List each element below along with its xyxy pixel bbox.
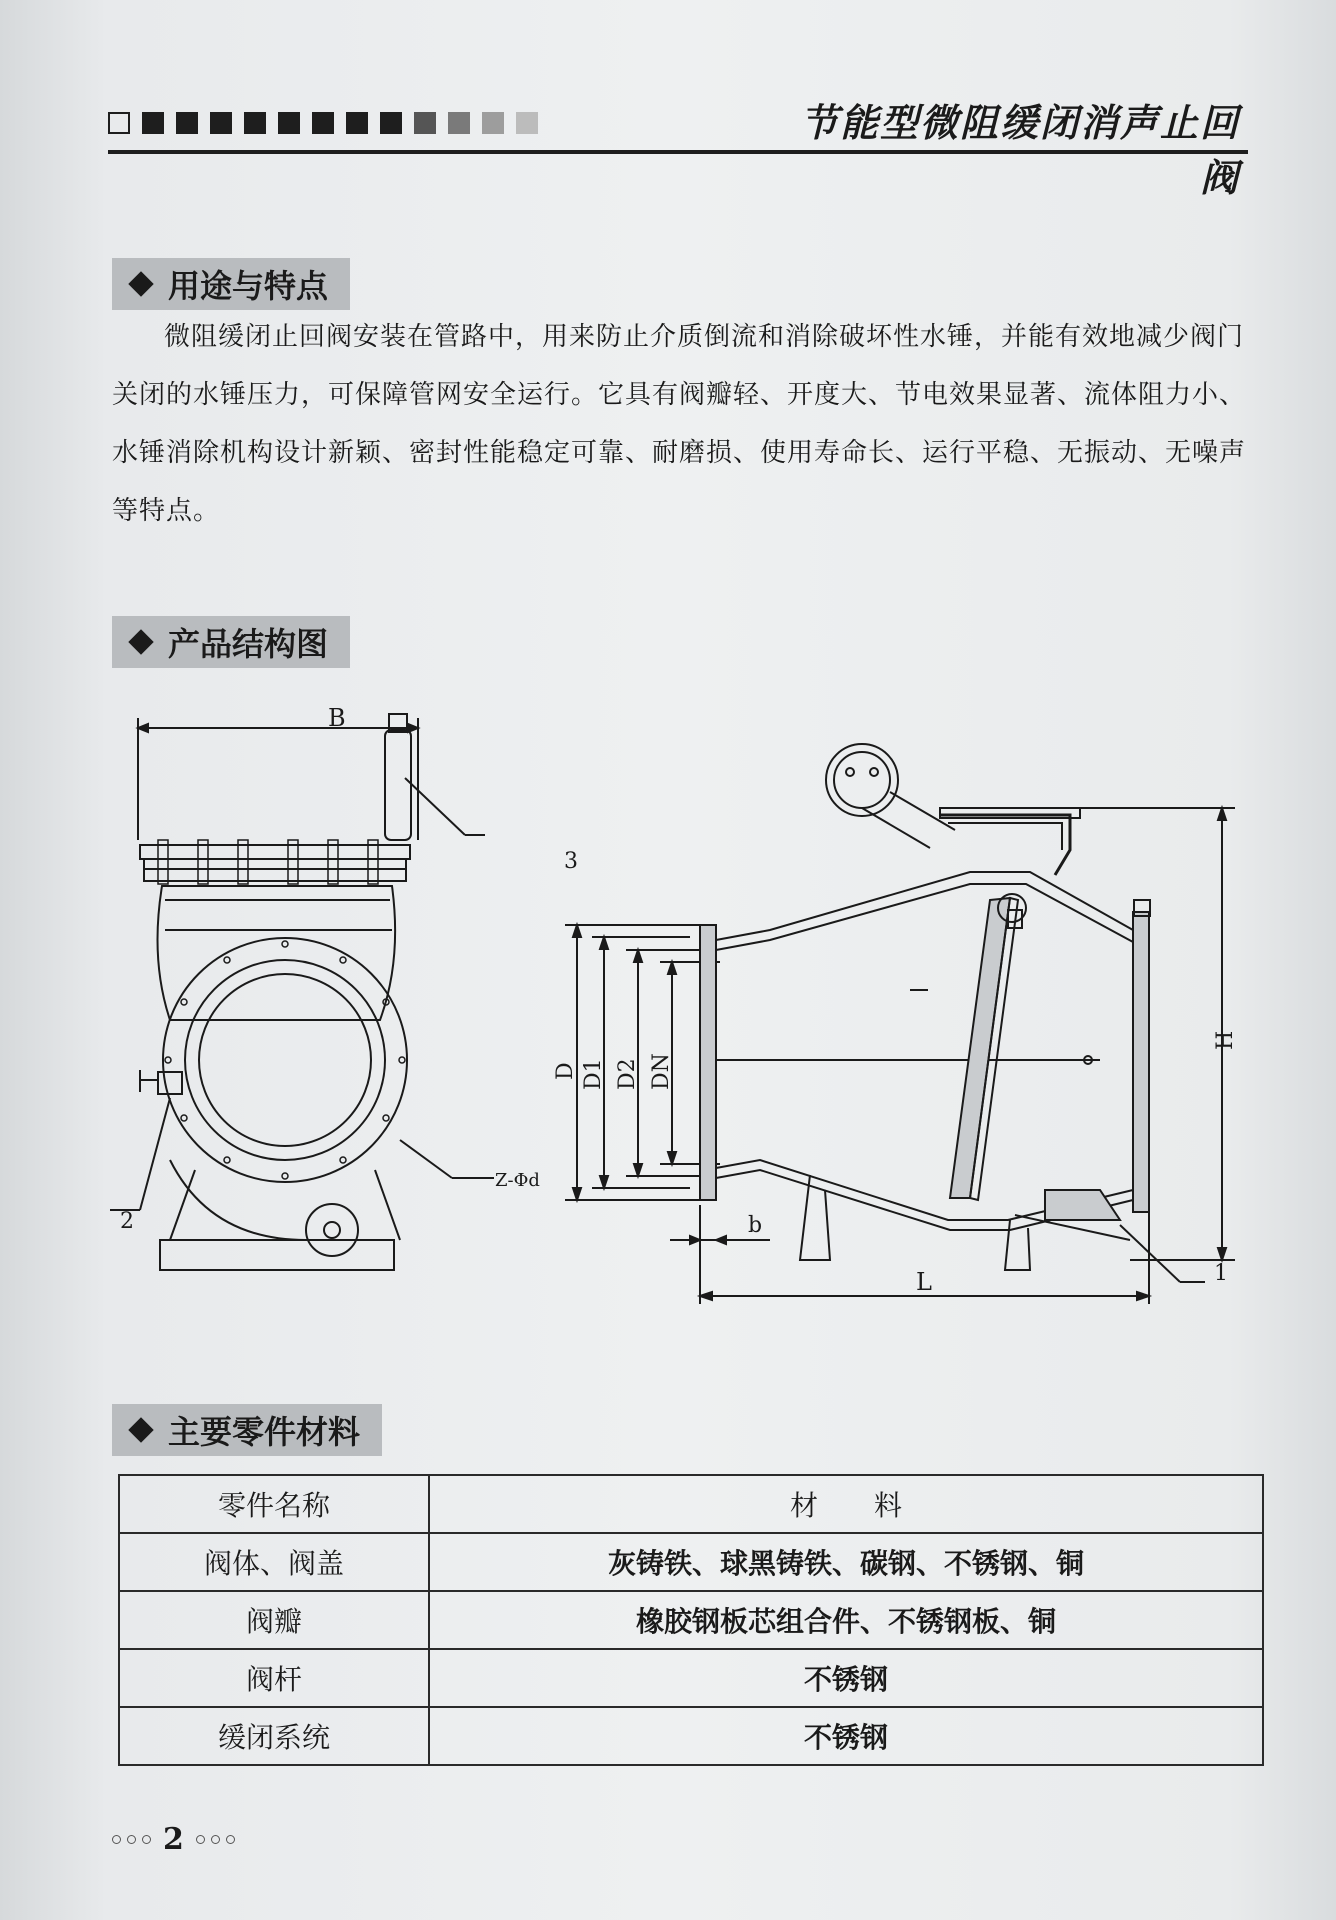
dim-H-label: H — [1213, 1030, 1238, 1050]
dim-D2-label: D2 — [615, 1058, 640, 1090]
material-cell: 不锈钢 — [429, 1649, 1263, 1707]
header-material: 材 料 — [429, 1475, 1263, 1533]
callout-1-label: 1 — [1214, 1261, 1228, 1286]
dim-D1-label: D1 — [581, 1058, 606, 1090]
part-name-cell: 阀杆 — [119, 1649, 429, 1707]
table-row — [119, 1649, 1263, 1707]
dim-DN-label: DN — [649, 1053, 674, 1090]
section-materials-heading — [112, 1404, 382, 1456]
dim-D-label: D — [553, 1062, 578, 1080]
table-row — [119, 1591, 1263, 1649]
section-usage-title: 用途与特点 — [168, 267, 329, 305]
structure-diagram — [110, 700, 1260, 1340]
material-cell: 不锈钢 — [429, 1707, 1263, 1765]
dim-L-label: L — [916, 1268, 932, 1296]
section-materials-title: 主要零件材料 — [168, 1413, 361, 1451]
page-title: 节能型微阻缓闭消声止回阀 — [799, 101, 1240, 200]
page-number-value: 2 — [163, 1822, 184, 1857]
part-name-cell: 阀瓣 — [119, 1591, 429, 1649]
part-name-cell: 阀体、阀盖 — [119, 1533, 429, 1591]
material-cell: 橡胶钢板芯组合件、不锈钢板、铜 — [429, 1591, 1263, 1649]
callout-2-label: 2 — [120, 1209, 134, 1234]
table-row — [119, 1533, 1263, 1591]
section-structure-title: 产品结构图 — [168, 625, 329, 663]
diamond-icon — [128, 1417, 153, 1442]
table-row — [119, 1707, 1263, 1765]
dim-holes-label: Z-Φd — [495, 1170, 540, 1191]
section-structure-heading — [112, 616, 350, 668]
page-number — [112, 1822, 235, 1857]
table-header-row — [119, 1475, 1263, 1533]
diamond-icon — [128, 629, 153, 654]
section-usage-heading — [112, 258, 350, 310]
header-rule — [108, 150, 1248, 154]
usage-paragraph: 微阻缓闭止回阀安装在管路中，用来防止介质倒流和消除破坏性水锤，并能有效地减少阀门关闭的水锤压力，可保障管网安全运行。它具有阀瓣轻、开度大、节电效果显著、流体阻力小、水锤消除机构设计新颖、密封性能稳定可靠、耐磨损、使用寿命长、运行平稳、无振动、无噪声等特点。 — [112, 322, 1247, 526]
dim-B-label: B — [328, 704, 346, 732]
diamond-icon — [128, 271, 153, 296]
header-part-name: 零件名称 — [119, 1475, 429, 1533]
callout-3-label: 3 — [564, 849, 578, 874]
material-cell: 灰铸铁、球黑铸铁、碳钢、不锈钢、铜 — [429, 1533, 1263, 1591]
header-decoration — [108, 112, 538, 134]
part-name-cell: 缓闭系统 — [119, 1707, 429, 1765]
materials-table — [118, 1474, 1264, 1766]
dim-b-label: b — [748, 1213, 763, 1238]
